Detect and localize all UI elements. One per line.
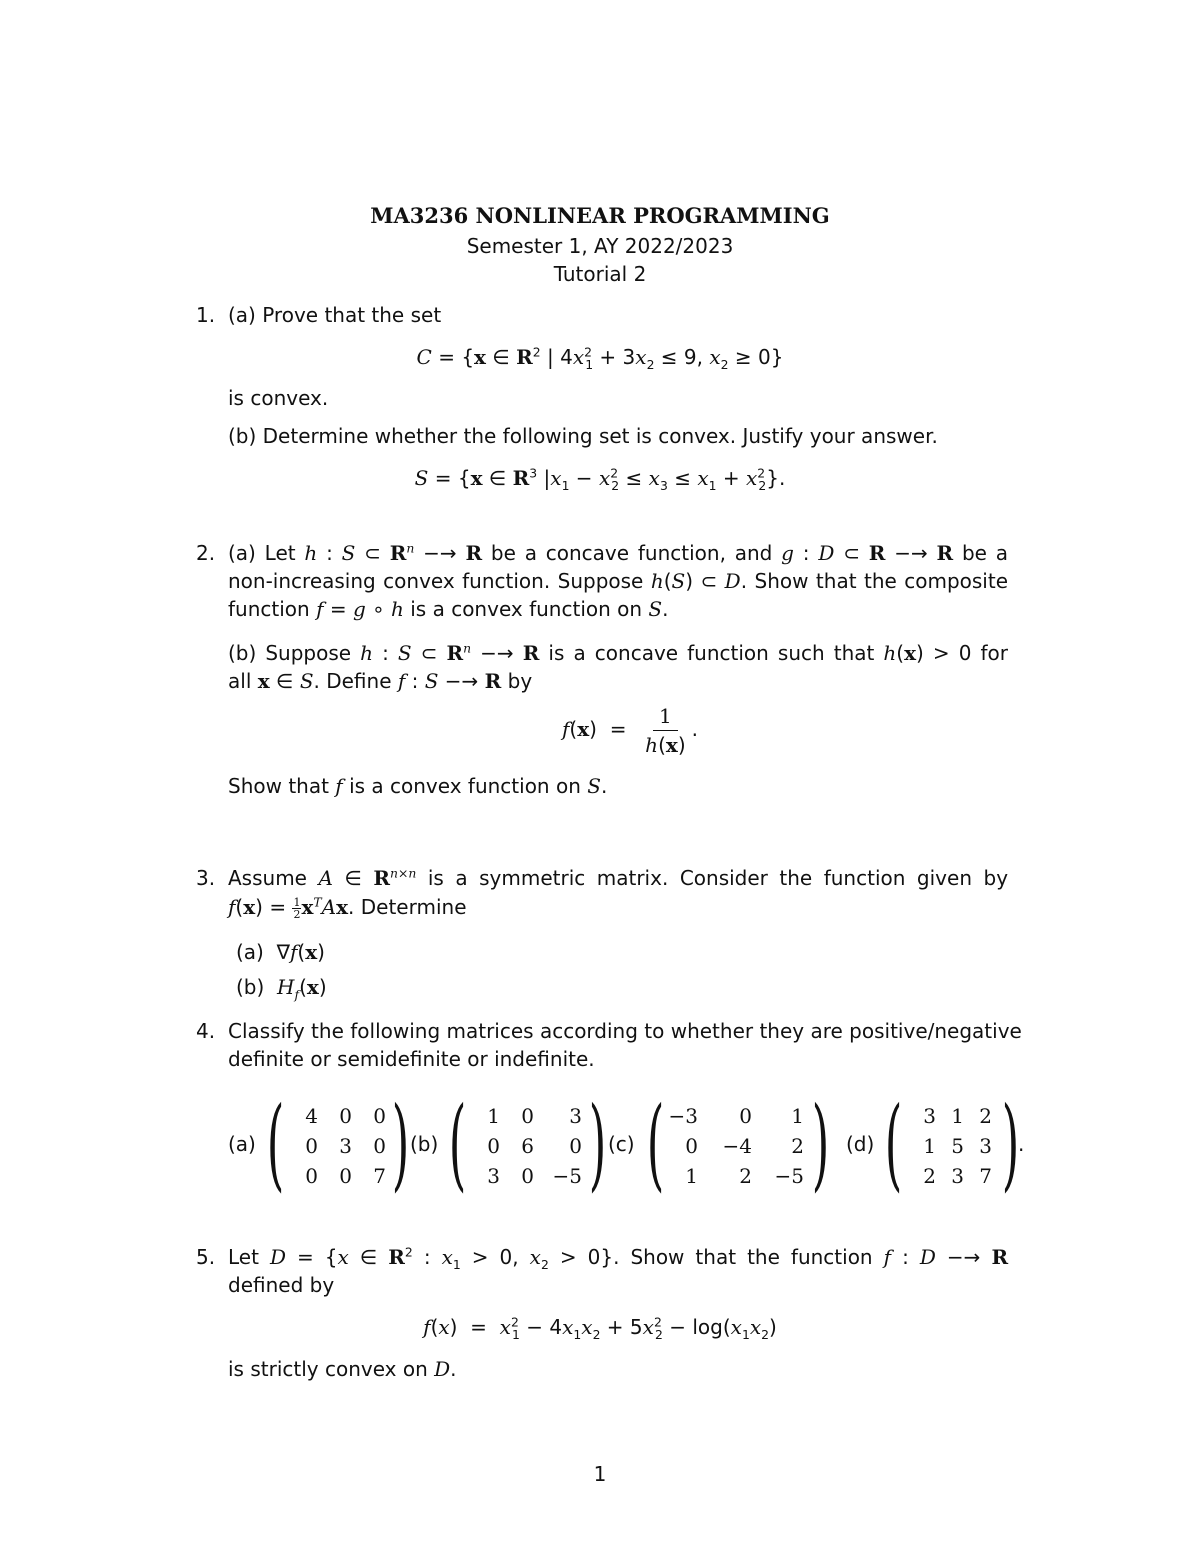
question-number: 5. [196, 1245, 216, 1269]
q2b-line-2: all x ∈ S. Define f : S −→ R by [228, 669, 533, 693]
matrix-a [266, 1085, 410, 1202]
matrix-cell: 4 [305, 1104, 318, 1128]
tutorial-label: Tutorial 2 [553, 262, 647, 286]
matrix-cell: 0 [521, 1164, 534, 1188]
matrix-b [448, 1085, 607, 1202]
trailing-period: . [1018, 1132, 1025, 1156]
right-paren: ) [811, 1085, 830, 1202]
document-header [0, 202, 1200, 288]
q1a-set-equation: C = {x ∈ $R^2$ | $4x^2_1 + 3x_2 \le 9$, $x_2 \ge 0$} [416, 344, 784, 372]
matrix-cell: 7 [979, 1164, 992, 1188]
q1a-text: (a) Prove that the set [228, 303, 442, 327]
question-number: 4. [196, 1019, 216, 1043]
matrix-cell: −5 [774, 1164, 804, 1188]
q1b-text: (b) Determine whether the following set is convex. Justify your answer. [228, 424, 938, 448]
left-paren: ( [448, 1085, 467, 1202]
matrix-cell: 3 [951, 1164, 964, 1188]
left-paren: ( [884, 1085, 903, 1202]
matrix-cell: 3 [923, 1104, 936, 1128]
matrix-cell: 0 [305, 1134, 318, 1158]
matrix-cell: 0 [521, 1104, 534, 1128]
q2b-after: Show that f is a convex function on S. [228, 774, 608, 798]
matrix-label: (a) [228, 1132, 256, 1156]
matrix-cell: 0 [373, 1104, 386, 1128]
q3-part-a: (a) ∇f(x) [236, 940, 325, 964]
matrix-cell: 7 [373, 1164, 386, 1188]
matrix-cell: 0 [569, 1134, 582, 1158]
matrix-c [646, 1085, 830, 1202]
left-paren: ( [646, 1085, 665, 1202]
matrix-cell: 0 [339, 1164, 352, 1188]
q2a-line-3: function f = g ∘ h is a convex function on S. [228, 597, 669, 621]
q4-line-1: Classify the following matrices according to whether they are positive/negative [228, 1019, 1022, 1043]
page-number: 1 [593, 1462, 607, 1486]
right-paren: ) [391, 1085, 410, 1202]
matrix-cell: −3 [668, 1104, 698, 1128]
matrix-cell: 0 [373, 1134, 386, 1158]
matrix-cell: 1 [487, 1104, 500, 1128]
matrix-label: (b) [410, 1132, 439, 1156]
q2b-line-1: (b) Suppose h : S ⊂ $R^n -\to R$ is a concave function such that h(x) > 0 for [228, 640, 1009, 665]
q2a-line-1: (a) Let h : S ⊂ $R^n -\to R$ be a concave function, and g : D ⊂ R −→ R be a [228, 540, 1009, 565]
matrix-cell: 0 [305, 1164, 318, 1188]
q3-line-1: Assume A ∈ $R^{n\times n}$ is a symmetric matrix. Consider the function given by [228, 865, 1009, 890]
q2b-fraction-equation: f(x) = $\frac{1}{h(x)}$ . [562, 704, 698, 757]
q5-line-1: Let D = {x ∈ $R^2$ : $x_1 > 0$, $x_2 > 0$}. Show that the function f : D −→ R [228, 1244, 1009, 1272]
matrix-cell: 2 [979, 1104, 992, 1128]
matrices-row [228, 1085, 1048, 1202]
matrix-cell: −4 [722, 1134, 752, 1158]
matrix-cell: 3 [339, 1134, 352, 1158]
part-label: (a) [228, 541, 256, 565]
matrix-cell: 0 [685, 1134, 698, 1158]
matrix-cell: 2 [791, 1134, 804, 1158]
q3-part-b: (b) $H_f(x)$ [236, 975, 327, 1002]
question-number: 1. [196, 303, 216, 327]
matrix-cell: 1 [791, 1104, 804, 1128]
question-number: 3. [196, 866, 216, 890]
matrix-cell: 3 [979, 1134, 992, 1158]
matrix-cell: 0 [739, 1104, 752, 1128]
matrix-cell: 1 [951, 1104, 964, 1128]
matrix-cell: 3 [569, 1104, 582, 1128]
matrix-cell: 1 [923, 1134, 936, 1158]
q2a-line-2: non-increasing convex function. Suppose h(S) ⊂ D. Show that the composite [228, 569, 1009, 593]
matrix-label: (c) [608, 1132, 635, 1156]
q3-line-2: f(x) = $\frac{1}{2}$ $x^TAx$. Determine [228, 894, 467, 921]
matrix-cell: 2 [739, 1164, 752, 1188]
matrix-cell: 6 [521, 1134, 534, 1158]
left-paren: ( [266, 1085, 285, 1202]
right-paren: ) [1001, 1085, 1020, 1202]
matrix-cell: 5 [951, 1134, 964, 1158]
matrix-d [884, 1085, 1020, 1202]
semester-line: Semester 1, AY 2022/2023 [466, 234, 734, 258]
q1b-set-equation: S = {x ∈ $R^3$ $|x_1 - x^2_2 \le x_3 \le x_1 + x^2_2$}. [414, 465, 786, 493]
matrix-cell: 1 [685, 1164, 698, 1188]
matrix-cell: 2 [923, 1164, 936, 1188]
right-paren: ) [588, 1085, 607, 1202]
question-number: 2. [196, 541, 216, 565]
matrix-cell: −5 [552, 1164, 582, 1188]
course-title: MA3236 NONLINEAR PROGRAMMING [370, 203, 830, 228]
q5-function-equation: $f(x) = x^2_1 - 4x_1x_2 + 5x^2_2 - \log(x_1x_2)$ [423, 1314, 777, 1342]
matrix-cell: 0 [339, 1104, 352, 1128]
matrix-label: (d) [846, 1132, 875, 1156]
q1a-after: is convex. [228, 386, 329, 410]
matrix-cell: 0 [487, 1134, 500, 1158]
q5-after: is strictly convex on D. [228, 1357, 457, 1381]
q5-line-2: defined by [228, 1273, 335, 1297]
matrix-cell: 3 [487, 1164, 500, 1188]
q4-line-2: definite or semidefinite or indefinite. [228, 1047, 595, 1071]
